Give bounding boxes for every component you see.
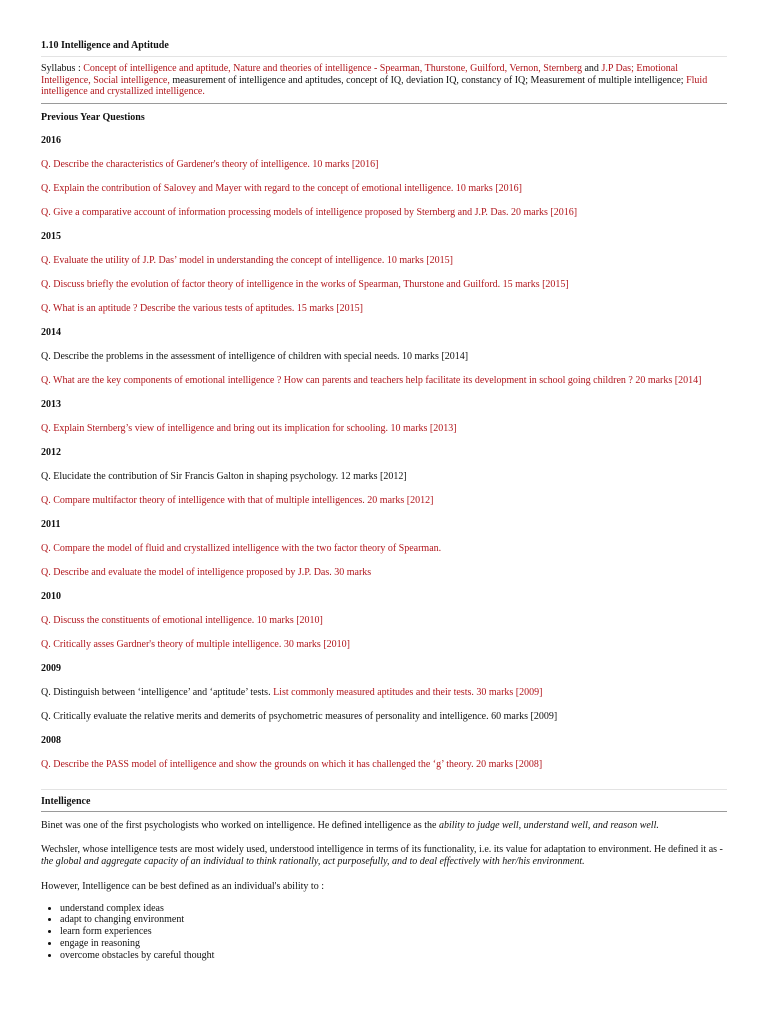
syllabus-label: Syllabus : xyxy=(41,63,81,74)
question-item xyxy=(41,279,727,291)
question-text: Q. Compare multifactor theory of intelligence with that of multiple intelligences. 20 marks [2012] xyxy=(41,494,434,506)
intelligence-section xyxy=(41,789,727,962)
question-text: Q. Discuss the constituents of emotional intelligence. 10 marks [2010] xyxy=(41,614,323,626)
binet-paragraph xyxy=(41,820,727,832)
year-heading: 2012 xyxy=(41,446,61,458)
question-text: Q. Distinguish between ‘intelligence’ and ‘aptitude’ tests. xyxy=(41,686,274,698)
question-item xyxy=(41,495,727,507)
question-text: Q. Discuss briefly the evolution of factor theory of intelligence in the works of Spearman, Thurstone and Guilford. 15 marks [2015] xyxy=(41,278,569,290)
divider xyxy=(41,789,727,790)
section-title: 1.10 Intelligence and Aptitude xyxy=(41,40,169,51)
question-text: Q. Describe the PASS model of intelligence and show the grounds on which it has challenged the ‘g’ theory. 20 marks [2008] xyxy=(41,758,543,770)
question-item xyxy=(41,543,727,555)
binet-text: Binet was one of the first psychologists who worked on intelligence. He defined intelligence as the xyxy=(41,819,439,831)
question-item xyxy=(41,711,727,723)
divider xyxy=(41,103,727,104)
question-item xyxy=(41,567,727,579)
question-item xyxy=(41,159,727,171)
question-item xyxy=(41,183,727,195)
question-item xyxy=(41,351,727,363)
intelligence-heading: Intelligence xyxy=(41,795,91,807)
question-item xyxy=(41,759,727,771)
list-item: • overcome obstacles by careful thought xyxy=(60,950,727,962)
question-text: Q. What are the key components of emotional intelligence ? How can parents and teachers help facilitate its development in school going children ? 20 marks [2014] xyxy=(41,374,702,386)
list-item: • adapt to changing environment xyxy=(60,914,727,926)
year-heading: 2008 xyxy=(41,734,61,746)
year-heading: 2016 xyxy=(41,134,61,146)
question-text: Q. Critically asses Gardner's theory of multiple intelligence. 30 marks [2010] xyxy=(41,638,350,650)
year-list xyxy=(41,135,727,771)
binet-definition: ability to judge well, understand well, and reason well. xyxy=(438,819,659,831)
syllabus-topics-4: measurement of intelligence and aptitudes, concept of IQ, deviation IQ, constancy of IQ; Measurement of multiple intelligence; xyxy=(169,74,687,86)
question-text: Q. Give a comparative account of information processing models of intelligence proposed by Sternberg and J.P. Das. 20 marks [2016] xyxy=(41,206,578,218)
year-heading: 2014 xyxy=(41,326,61,338)
question-item xyxy=(41,687,727,699)
question-item xyxy=(41,375,727,387)
wechsler-paragraph xyxy=(41,844,727,868)
question-text: Q. Explain the contribution of Salovey and Mayer with regard to the concept of emotional intelligence. 10 marks [2016] xyxy=(41,182,522,194)
wechsler-definition: the global and aggregate capacity of an individual to think rationally, act purposefully, and to deal effectively with her/his environment. xyxy=(41,855,585,867)
question-item xyxy=(41,207,727,219)
question-item xyxy=(41,255,727,267)
syllabus-topics-2: and xyxy=(581,63,602,74)
question-text: Q. Describe the characteristics of Gardener's theory of intelligence. 10 marks [2016] xyxy=(41,158,379,170)
syllabus-topics-1: Concept of intelligence and aptitude, Nature and theories of intelligence - Spearman, Thurstone, Guilford, Vernon, Sternberg xyxy=(83,63,582,74)
question-item xyxy=(41,423,727,435)
syllabus xyxy=(41,63,727,98)
question-text: Q. Explain Sternberg’s view of intelligence and bring out its implication for schooling. 10 marks [2013] xyxy=(41,422,457,434)
question-text: Q. Elucidate the contribution of Sir Francis Galton in shaping psychology. 12 marks [2012] xyxy=(41,470,407,482)
question-text: List commonly measured aptitudes and their tests. 30 marks [2009] xyxy=(273,686,543,698)
question-text: Q. Evaluate the utility of J.P. Das’ model in understanding the concept of intelligence. 10 marks [2015] xyxy=(41,254,453,266)
year-heading: 2010 xyxy=(41,590,61,602)
question-text: Q. Compare the model of fluid and crystallized intelligence with the two factor theory of Spearman. xyxy=(41,542,442,554)
pyq-heading: Previous Year Questions xyxy=(41,111,145,123)
divider xyxy=(41,56,727,57)
syllabus-topics-3: J.P Das; Emotional Intelligence, Social intelligence, xyxy=(41,63,679,86)
wechsler-text: Wechsler, whose intelligence tests are most widely used, understood intelligence in terms of its functionality, i.e. its value for adaptation to environment. He defined it as - xyxy=(41,843,723,855)
list-item: • learn form experiences xyxy=(60,926,727,938)
question-text: Q. What is an aptitude ? Describe the various tests of aptitudes. 15 marks [2015] xyxy=(41,302,363,314)
document-page xyxy=(41,40,727,961)
question-item xyxy=(41,639,727,651)
year-heading: 2015 xyxy=(41,230,61,242)
year-heading: 2013 xyxy=(41,398,61,410)
definition-paragraph: However, Intelligence can be best defined as an individual's ability to : xyxy=(41,880,324,892)
year-heading: 2011 xyxy=(41,518,61,530)
ability-list xyxy=(41,903,727,962)
list-item: • engage in reasoning xyxy=(60,938,727,950)
question-item xyxy=(41,615,727,627)
year-heading: 2009 xyxy=(41,662,61,674)
question-item xyxy=(41,303,727,315)
question-text: Q. Describe and evaluate the model of intelligence proposed by J.P. Das. 30 marks xyxy=(41,566,372,578)
list-item: • understand complex ideas xyxy=(60,903,727,915)
question-text: Q. Describe the problems in the assessment of intelligence of children with special needs. 10 marks [2014] xyxy=(41,350,469,362)
question-text: Q. Critically evaluate the relative merits and demerits of psychometric measures of personality and intelligence. 60 marks [2009] xyxy=(41,710,558,722)
syllabus-topics-5: Fluid intelligence and crystallized intelligence. xyxy=(41,74,708,97)
divider xyxy=(41,811,727,812)
question-item xyxy=(41,471,727,483)
